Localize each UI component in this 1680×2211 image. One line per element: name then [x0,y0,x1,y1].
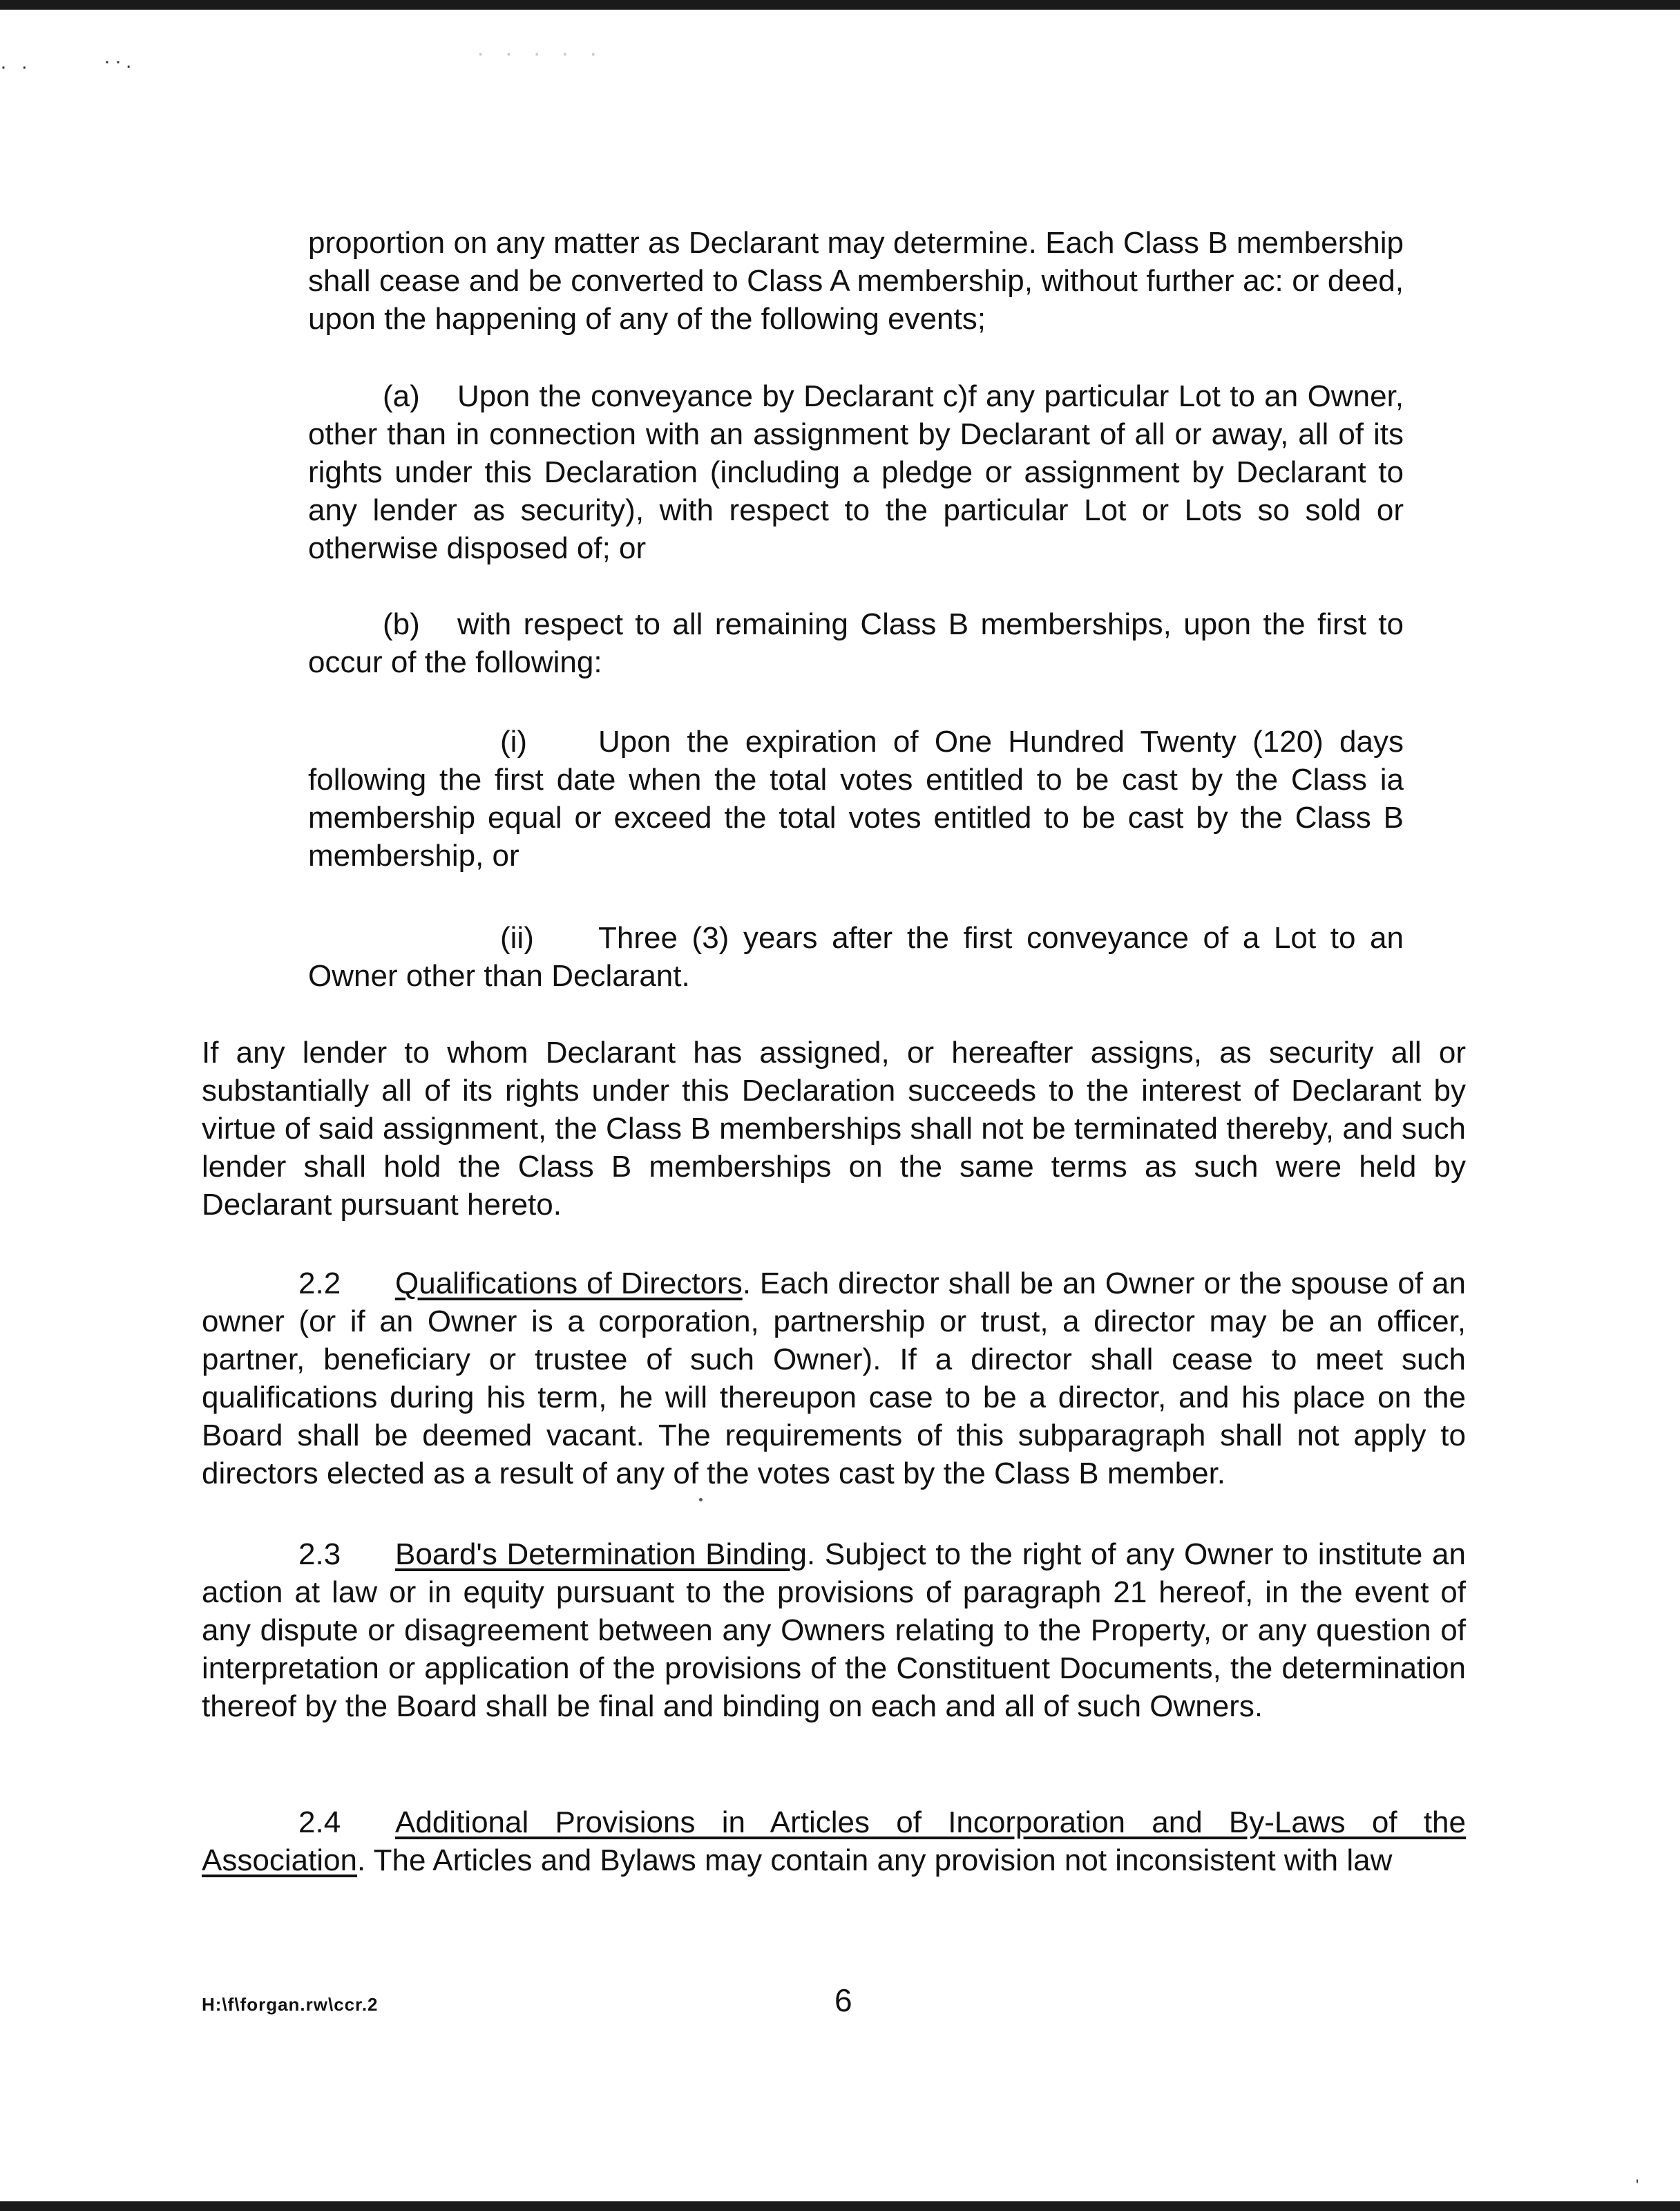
scan-specks-left: · · [0,55,32,78]
section-number: 2.4 [298,1805,341,1839]
section-text: . The Articles and Bylaws may contain any provision not inconsistent with law [357,1843,1393,1877]
item-text-b: with respect to all remaining Class B memberships, upon the first to occur of the following: [308,607,1404,679]
section-title: Board's Determination Binding [395,1537,807,1571]
item-text-ii: Three (3) years after the first conveyance of a Lot to an Owner other than Declarant. [308,921,1404,993]
item-label-a: (a) [383,379,420,413]
paragraph-b [308,605,1404,681]
section-title: Qualifications of Directors [395,1266,743,1300]
item-label-ii: (ii) [500,921,534,955]
section-2-4 [202,1803,1466,1879]
file-path-footer: H:\f\forgan.rw\ccr.2 [202,1994,379,2015]
scan-edge-bottom [0,2201,1680,2211]
item-label-i: (i) [500,725,528,759]
item-label-b: (b) [383,607,420,641]
section-2-2 [202,1264,1466,1492]
section-number: 2.3 [298,1537,341,1571]
section-2-3 [202,1535,1466,1725]
corner-mark: ' [1636,2176,1639,2194]
paragraph-ii [308,919,1404,995]
section-text: . Each director shall be an Owner or the spouse of an owner (or if an Owner is a corporation, partnership or trust, a director may be an officer, partner, beneficiary or trustee of such Owner). If a director shall cease to meet such qualifications during his term, he will thereupon case to be a director, and his place on the Board shall be deemed vacant. The requirements of this subparagraph shall not apply to directors elected as a result of any of the votes cast by the Class B member. [202,1266,1466,1490]
item-text-i: Upon the expiration of One Hundred Twenty (120) days following the first date when the total votes entitled to be cast by the Class ia membership equal or exceed the total votes entitled to be cast by the Class B membership, or [308,725,1404,873]
paragraph-a [308,377,1404,567]
section-text: . Subject to the right of any Owner to institute an action at law or in equity pursuant to the provisions of paragraph 21 hereof, in the event of any dispute or disagreement between any Owners relating to the Property, or any question of interpretation or application of the provisions of the Constituent Documents, the determination thereof by the Board shall be final and binding on each and all of such Owners. [202,1537,1466,1723]
faint-stamp: · · · · · [477,40,604,66]
page-number: 6 [834,1982,852,2018]
scan-dot [699,1498,703,1501]
paragraph-text: If any lender to whom Declarant has assigned, or hereafter assigns, as security all or substantially all of its rights under this Declaration succeeds to the interest of Declarant by virtue of said assignment, the Class B memberships shall not be terminated thereby, and such lender shall hold the Class B memberships on the same terms as such were held by Declarant pursuant hereto. [202,1036,1466,1222]
section-title: Additional Provisions in Articles of Incorporation and By-Laws of the Association [202,1805,1466,1877]
scan-specks-mid: ··. [104,50,136,73]
section-number: 2.2 [298,1266,341,1300]
paragraph-i [308,723,1404,875]
paragraph-text: proportion on any matter as Declarant may determine. Each Class B membership shall cease and be converted to Class A membership, without further ac: or deed, upon the happening of any of the following events; [308,226,1404,336]
paragraph-class-b-conversion [308,224,1404,338]
paragraph-lender [202,1034,1466,1224]
item-text-a: Upon the conveyance by Declarant c)f any particular Lot to an Owner, other than in connection with an assignment by Declarant of all or away, all of its rights under this Declaration (including a pledge or assignment by Declarant to any lender as security), with respect to the particular Lot or Lots so sold or otherwise disposed of; or [308,379,1404,565]
